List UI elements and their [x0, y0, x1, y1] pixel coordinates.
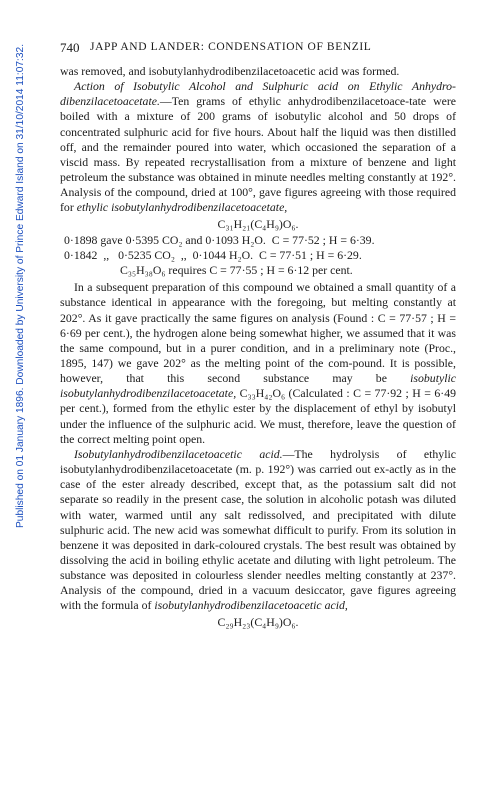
section-isobutylic-alcohol — [60, 79, 456, 215]
compound-name: ethylic isobutylanhydrodibenzilacetoacetate, — [76, 200, 288, 215]
paragraph-text: In a subsequent preparation of this compound we obtained a small quantity of a substance identical in appearance with the foregoing, but melting constantly at 202°. As it gave practically the same figures on analysis (Found : C = 77·57 ; H = 6·69 per cent.), the hydrogen alone being somewhat higher, we assumed that it was the same compound, but in a purer condition, and in a preliminary note (Proc., 1895, 147) we gave 202° as the melting point of the com-pound. It is possible, however, that this second substance may be — [60, 280, 456, 386]
paragraph-text: C₃₃H₄₂O₆ (Calculated : C = 77·92 ; H = 6·49 per cent.), formed from the ethylic ester by the displacement of ethyl by isobutyl under the influence of the sulphuric acid. We must, therefore, leave the question of the correct melting point open. — [60, 386, 456, 446]
compound-name: isobutylic isobutylanhydrodibenzilacetoacetate, — [60, 371, 456, 401]
paragraph-continuation: was removed, and isobutylanhydrodibenzilacetoacetic acid was formed. — [60, 64, 400, 78]
provenance-text: Published on 01 January 1896. Downloaded by University of Prince Edward Island on 31/10/2014 11:07:32. — [15, 43, 26, 528]
analysis-line-1: 0·1898 gave 0·5395 CO₂ and 0·1093 H₂O. C = 77·52 ; H = 6·39. — [64, 232, 375, 247]
section-text: —The hydrolysis of ethylic isobutylanhydrodibenzilacetoacetate (m. p. 192°) was carried out ex-actly as in the case of the ester already described, except that, as the potassium salt did not separate so readily in the present case, the solution in alcoholic potash was diluted with water, warmed until any salt redissolved, and precipitated with dilute sulphuric acid. The new acid was somewhat difficult to purify. From its solution in benzene it was deposited in dark-coloured crystals. The best result was obtained by dissolving the acid in boiling ethylic acetate and diluting with light petroleum. The substance was deposited in colourless slender needles melting constantly at 237°. Analysis of the compound, dried in a vacuum desiccator, gave figures agreeing with the formula of — [60, 446, 456, 613]
section-isobutylanhydro-acid — [60, 447, 456, 614]
analysis-requires: C₃₅H₃₈O₆ requires C = 77·55 ; H = 6·12 per cent. — [120, 263, 353, 278]
page-number: 740 — [60, 40, 80, 55]
section-title: Isobutylanhydrodibenzilacetoacetic acid. — [74, 446, 283, 461]
section-text: —Ten grams of ethylic anhydrodibenzilacetoace-tate were boiled with a mixture of 200 grams of isobutylic alcohol and 50 drops of concentrated sulphuric acid for five hours. About half the liquid was then distilled off, and the remainder poured into water, which occasioned the separation of a viscid mass. By repeated recrystallisation from a mixture of benzene and light petroleum the substance was obtained in minute needles melting constantly at 192°. Analysis of the compound, dried at 100°, gave figures agreeing with those required for — [60, 94, 456, 215]
running-head: JAPP AND LANDER: CONDENSATION OF BENZIL — [90, 41, 372, 53]
provenance-sidebar — [2, 28, 26, 768]
article-body — [60, 64, 456, 630]
analysis-line-2: 0·1842 ,, 0·5235 CO₂ ,, 0·1044 H₂O. C = 77·51 ; H = 6·29. — [64, 247, 362, 262]
paragraph-subsequent-preparation — [60, 280, 456, 447]
compound-name: isobutylanhydrodibenzilacetoacetic acid, — [154, 598, 348, 613]
page-header — [60, 40, 456, 56]
formula-1: C₃₁H₂₁(C₄H₉)O₆. — [217, 216, 299, 231]
section-title: Action of Isobutylic Alcohol and Sulphuric acid on Ethylic Anhydro-dibenzilacetoacetate. — [60, 79, 456, 109]
formula-2: C₂₉H₂₃(C₄H₉)O₆. — [217, 614, 299, 629]
